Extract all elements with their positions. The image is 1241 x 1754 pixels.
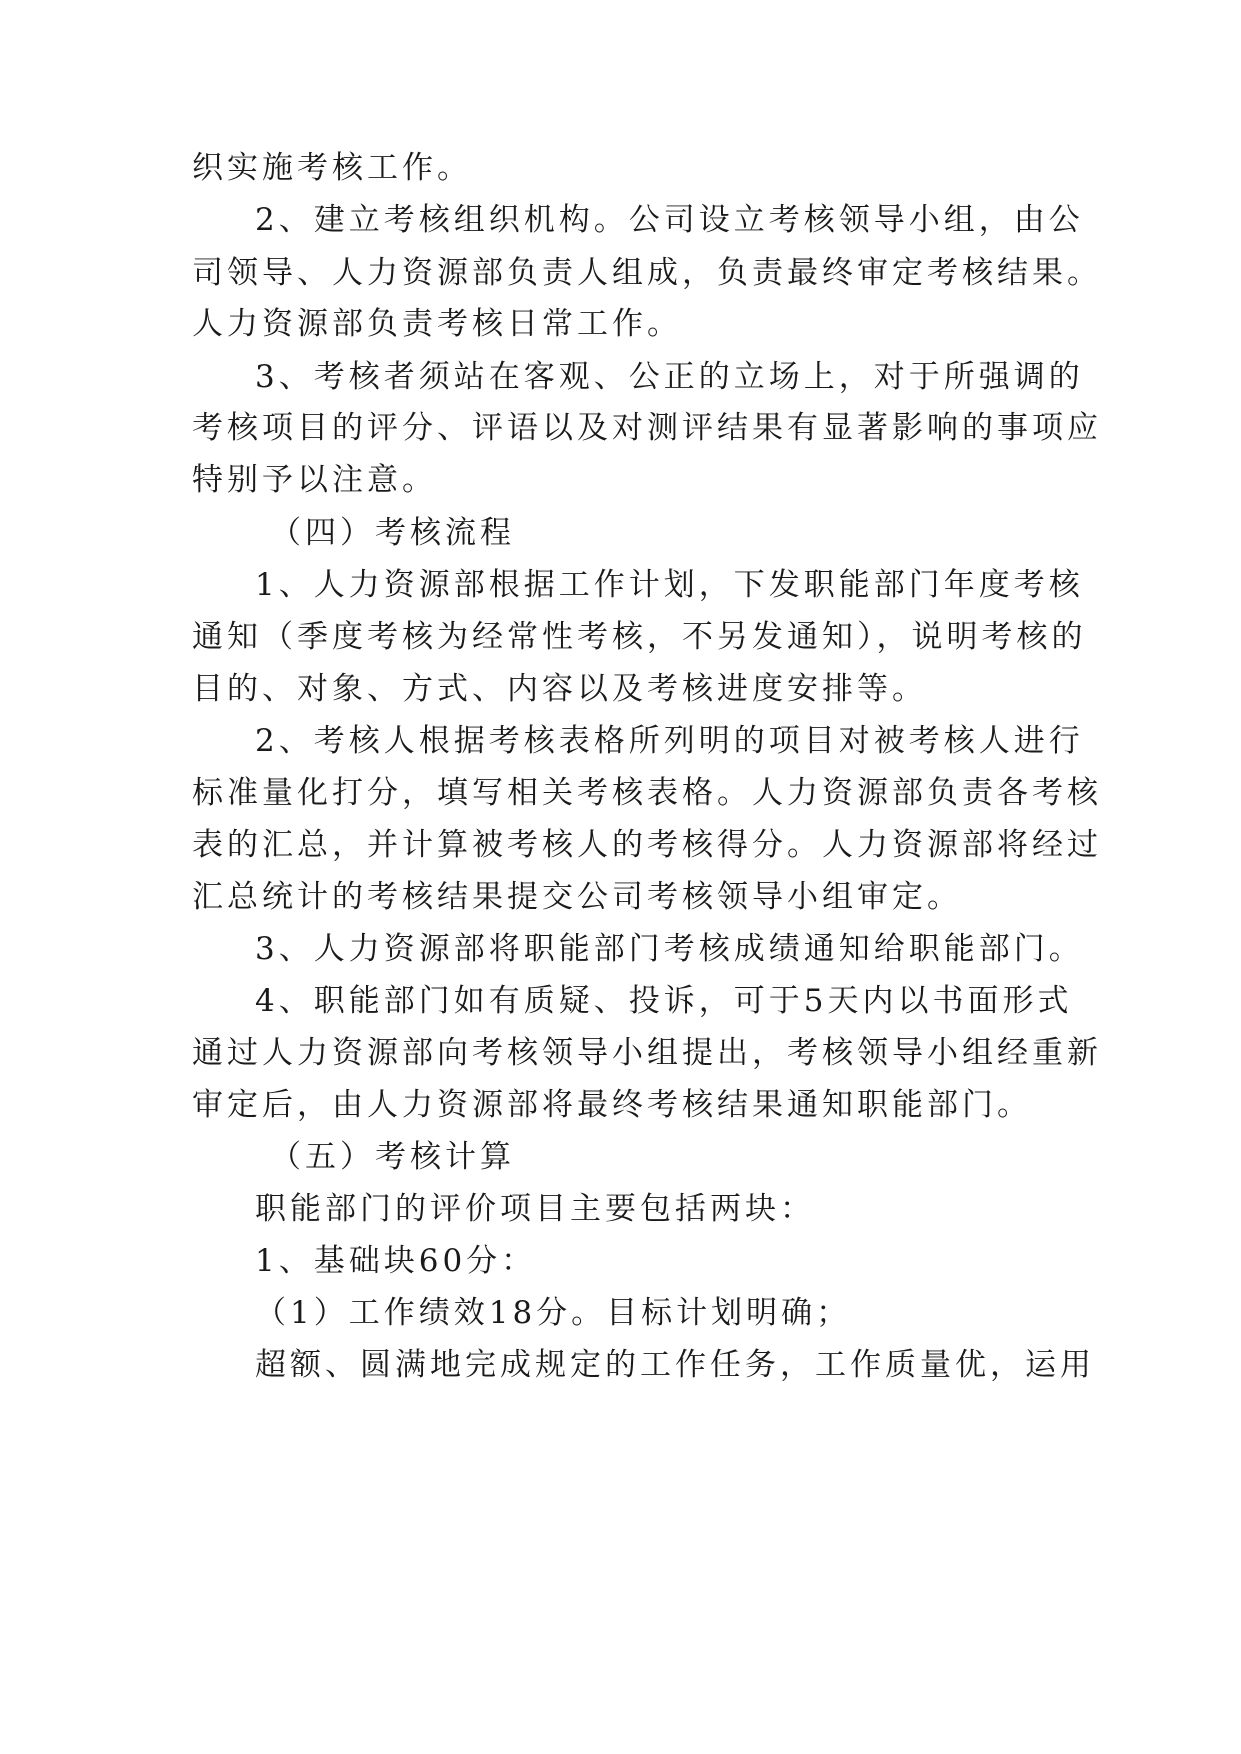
section-heading: （五）考核计算 xyxy=(270,1139,515,1175)
text-line: 通知（季度考核为经常性考核，不另发通知），说明考核的 xyxy=(192,619,1087,655)
section-heading: （四）考核流程 xyxy=(270,515,515,551)
text-line: 2、建立考核组织机构。公司设立考核领导小组，由公 xyxy=(255,202,1084,238)
text-line: 目的、对象、方式、内容以及考核进度安排等。 xyxy=(192,671,927,707)
text-line: 特别予以注意。 xyxy=(192,462,437,498)
text-line: 汇总统计的考核结果提交公司考核领导小组审定。 xyxy=(192,879,962,915)
text-line: 1、基础块60分： xyxy=(255,1243,537,1279)
text-line: 考核项目的评分、评语以及对测评结果有显著影响的事项应 xyxy=(192,410,1102,446)
text-line: 职能部门的评价项目主要包括两块： xyxy=(255,1191,815,1227)
text-line: 标准量化打分，填写相关考核表格。人力资源部负责各考核 xyxy=(192,775,1102,811)
text-line: 1、人力资源部根据工作计划，下发职能部门年度考核 xyxy=(255,567,1084,603)
text-line: 司领导、人力资源部负责人组成，负责最终审定考核结果。 xyxy=(192,255,1102,291)
text-line: 人力资源部负责考核日常工作。 xyxy=(192,306,682,342)
text-line: 审定后，由人力资源部将最终考核结果通知职能部门。 xyxy=(192,1087,1032,1123)
text-line: 表的汇总，并计算被考核人的考核得分。人力资源部将经过 xyxy=(192,827,1102,863)
text-line: 3、人力资源部将职能部门考核成绩通知给职能部门。 xyxy=(255,931,1084,967)
text-line: 2、考核人根据考核表格所列明的项目对被考核人进行 xyxy=(255,723,1084,759)
text-line: 织实施考核工作。 xyxy=(192,150,472,186)
text-line: 4、职能部门如有质疑、投诉，可于5天内以书面形式 xyxy=(255,983,1073,1019)
text-line: 3、考核者须站在客观、公正的立场上，对于所强调的 xyxy=(255,359,1084,395)
text-line: （1）工作绩效18分。目标计划明确； xyxy=(255,1295,852,1331)
text-line: 超额、圆满地完成规定的工作任务，工作质量优，运用 xyxy=(255,1347,1095,1383)
text-line: 通过人力资源部向考核领导小组提出，考核领导小组经重新 xyxy=(192,1035,1102,1071)
